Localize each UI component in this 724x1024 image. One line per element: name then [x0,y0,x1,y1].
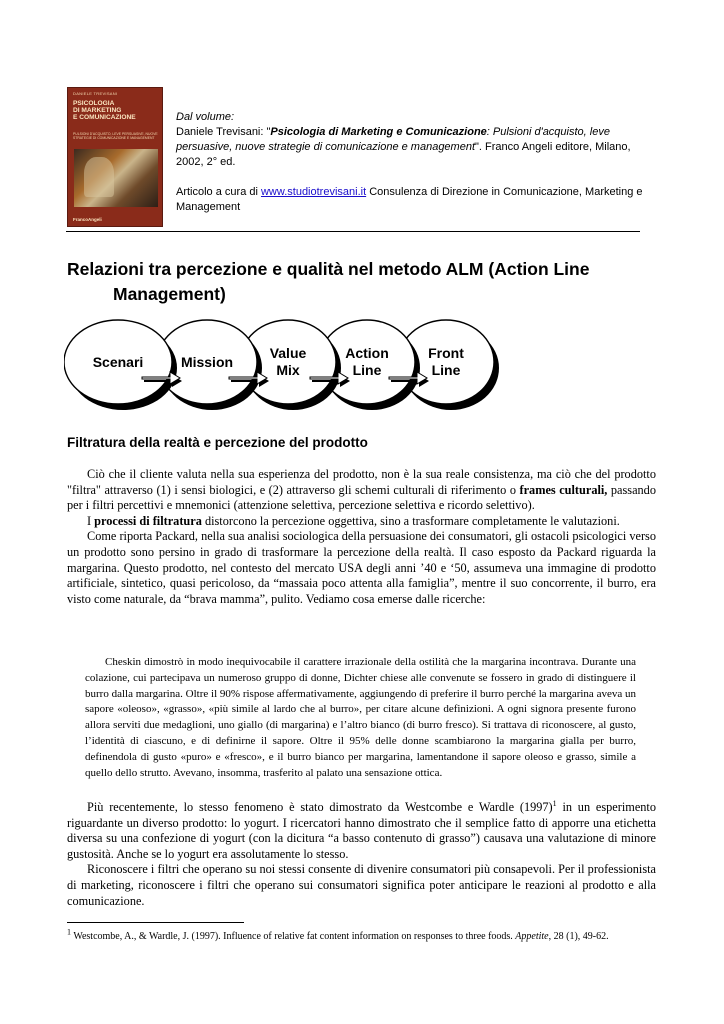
svg-text:Scenari: Scenari [92,354,144,370]
book-title: Psicologia di Marketing e Comunicazione [270,126,487,138]
svg-text:Line: Line [352,362,382,378]
paragraph-1: Ciò che il cliente valuta nella sua esperienza del prodotto, non è la sua reale consistenza, ma ciò che del prodotto "filtra" attraverso (1) i sensi biologici, e (2) attraverso gli schemi culturali di riferimento o frames culturali, passando per i filtri percettivi e mnemonici (attenzione selettiva, percezione selettiva e ricordo selettivo). [67,467,656,513]
book-cover-image [67,87,163,227]
header-divider [66,231,640,232]
svg-text:Mix: Mix [276,362,300,378]
cover-title: PSICOLOGIA DI MARKETING E COMUNICAZIONE [73,100,136,121]
node-scenari [64,320,177,410]
footnote-divider [67,922,244,923]
svg-text:Action: Action [345,345,389,361]
dal-volume-label: Dal volume: [176,111,235,123]
paragraph-4: Più recentemente, lo stesso fenomeno è stato dimostrato da Westcombe e Wardle $(1997)^1$ in un esperimento riguardante un diverso prodotto: lo yogurt. I ricercatori hanno dimostrato che il semplice fatto di apporre una etichetta diversa su una confezione di yogurt (con la dicitura “a basso contenuto di grasso”) causava una valutazione di minore gustosità. Anche se lo yogurt era assolutamente lo stesso. [67,798,656,861]
footnote: $^1$ Westcombe, A., & Wardle, J. (1997). Influence of relative fat content information on responses to three foods. Appetite, 28 (1), 49-62. [67,927,609,942]
cover-author: DANIELE TREVISANI [73,91,118,96]
svg-text:Line: Line [431,362,461,378]
svg-text:Value: Value [269,345,307,361]
paragraph-3: Come riporta Packard, nella sua analisi sociologica della persuasione dei consumatori, gli ostacoli psicologici verso un prodotto sono persino in grado di trasformare la percezione della realtà. Il caso esposto da Packard riguarda la margarina. Questo prodotto, nel contesto del mercato USA degli anni ’40 e ‘50, assumeva una immagine di prodotto artificiale, sintetico, quasi pericoloso, da “massaia poco attenta alla famiglia”, mentre il suo concorrente, il burro, era visto come naturale, da “brava mamma”, pulito. Vediamo cosa emerse dalle ricerche: [67,529,656,606]
alm-diagram [64,310,504,422]
studio-link[interactable]: www.studiotrevisani.it [260,186,367,198]
book-subtitle: : Pulsioni d'acquisto, leve persuasive, nuove strategie di comunicazione e management [176,126,610,153]
footnote-ref: 1 [552,798,557,808]
paragraph-5: Riconoscere i filtri che operano su noi stessi consente di divenire consumatori più consapevoli. Per il professionista di marketing, riconoscere i filtri che operano sui consumatori significa poter anticipare le reazioni al prodotto e alla comunicazione. [67,862,656,908]
cover-subtitle: PULSIONI D'ACQUISTO, LEVE PERSUASIVE, NUOVE STRATEGIE DI COMUNICAZIONE E MANAGEMENT [73,132,158,140]
paragraph-2: I processi di filtratura distorcono la percezione oggettiva, sino a trasformare completamente le valutazioni. [87,513,620,528]
block-quote: Cheskin dimostrò in modo inequivocabile il carattere irrazionale della ostilità che la margarina incontrava. Durante una colazione, cui partecipava un numeroso gruppo di donne, Dichter chiese alle convenute se fossero in grado di distinguere il burro dalla margarina. Oltre il 90% rispose affermativamente, aggiungendo di preferire il burro perché la margarina aveva un sapore «oleoso», «grasso», «più simile al lardo che al burro», per citare alcune definizioni. A ogni signora presente furono allora serviti due medaglioni, uno giallo (di margarina) e l’altro bianco (di burro fresco). Si trattava di riconoscere, al gusto, l’identità di ciascuno, e di definirne il sapore. Oltre il 95% delle donne scambiarono la margarina gialla per burro, definendola di gusto «puro» e «fresco», e il burro bianco per margarina, lamentandone il sapore oleoso e grasso, simile a quello dello strutto. Avevano, insomma, trasferito al palato una sensazione ottica. [85,656,636,779]
book-reference: Dal volume: Daniele Trevisani: "Psicologia di Marketing e Comunicazione: Pulsioni d'acquisto, leve persuasive, nuove strategie di comunicazione e management". Franco Angeli editore, Milano, 2002, 2° ed. Articolo a cura di www.studiotrevisani.it Consulenza di Direzione in Comunicazione, Marketing e Management [176,111,643,213]
body-paragraphs [67,467,656,607]
page-title: Relazioni tra percezione e qualità nel metodo ALM (Action Line Management) [67,259,590,304]
body-paragraphs-2 [67,800,656,909]
cover-publisher: FrancoAngeli [73,217,102,222]
cover-artwork [74,149,158,207]
svg-text:Mission: Mission [180,354,234,370]
section-title: Filtratura della realtà e percezione del prodotto [67,435,368,450]
svg-text:Front: Front [428,345,464,361]
